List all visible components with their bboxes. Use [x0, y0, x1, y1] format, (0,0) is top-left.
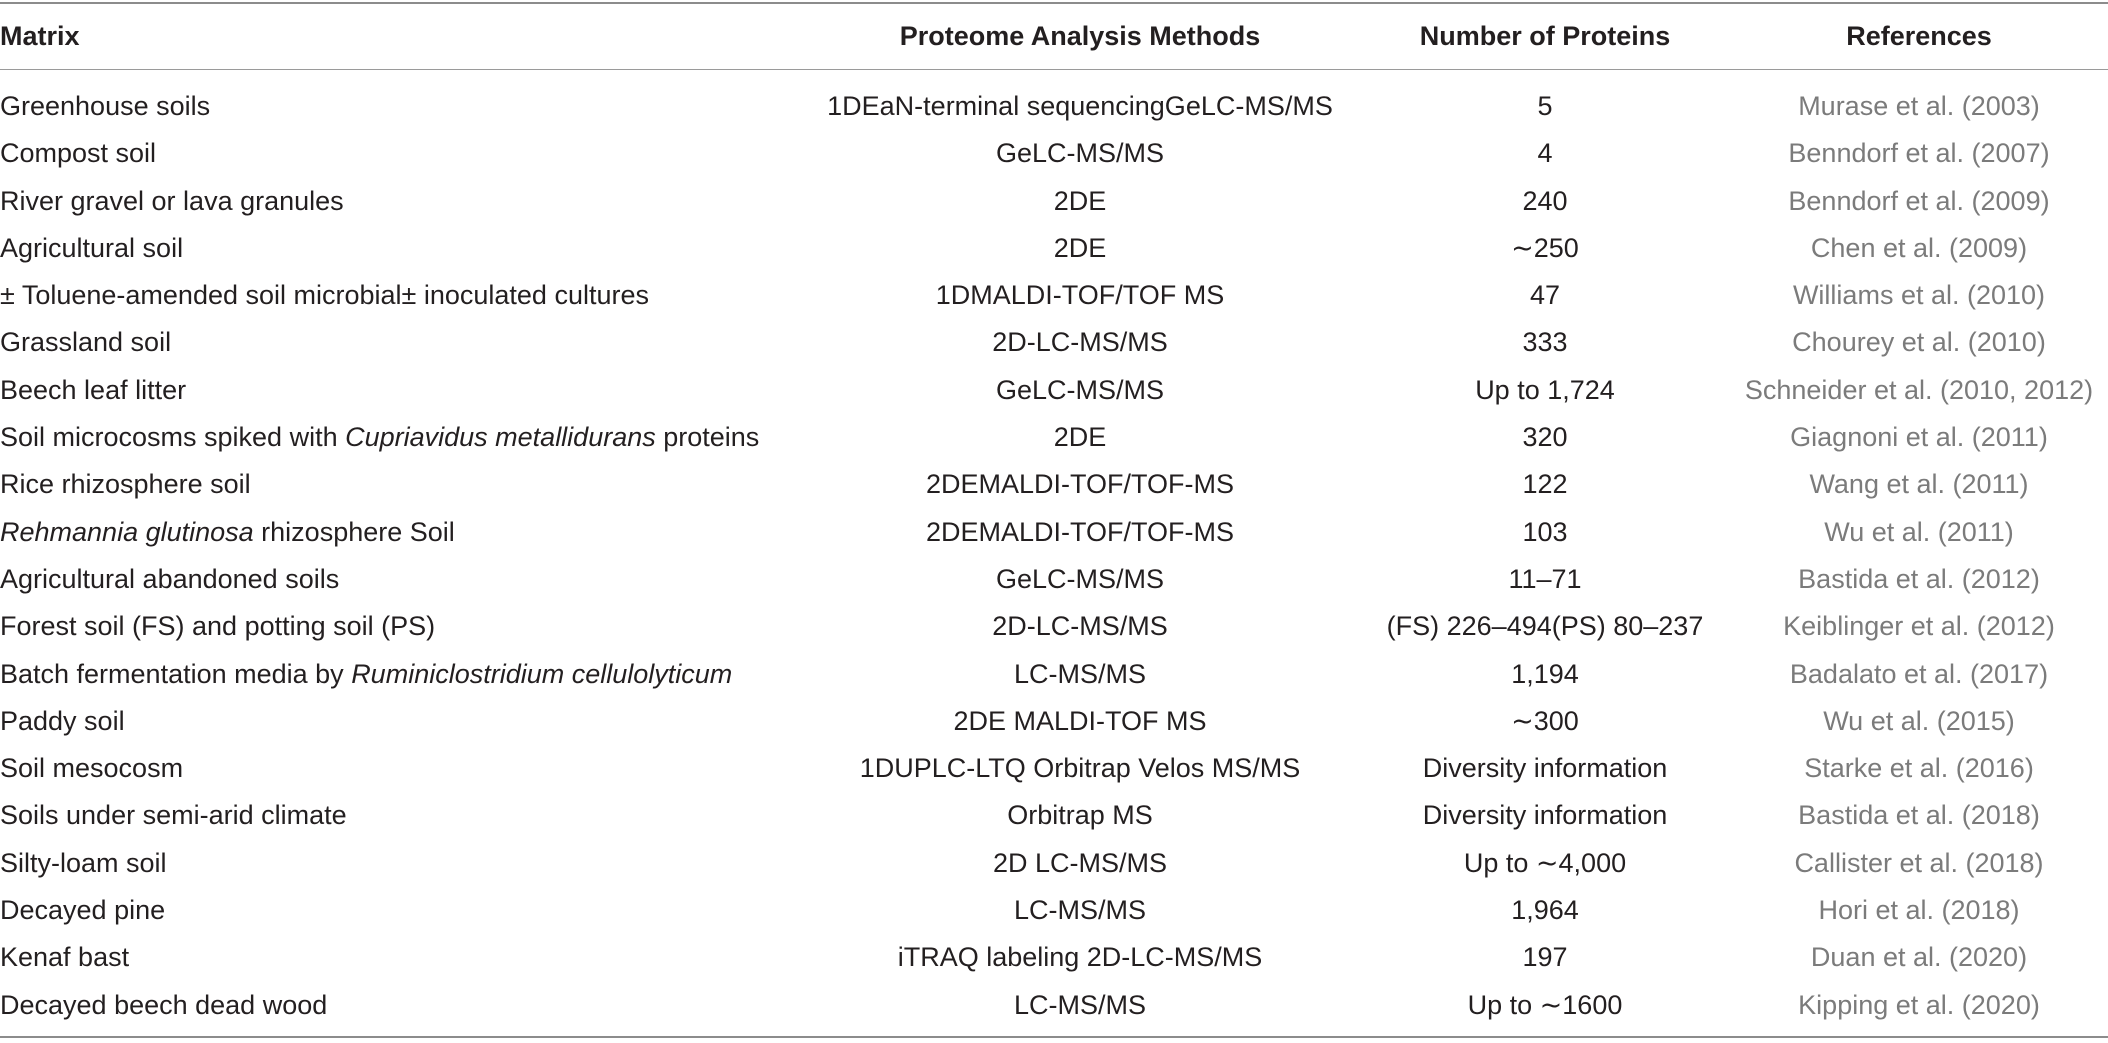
matrix-cell — [0, 130, 840, 177]
reference-link[interactable]: Wu et al. (2011) — [1824, 516, 2014, 547]
table-row — [0, 603, 2108, 650]
table-row — [0, 887, 2108, 934]
table-row — [0, 509, 2108, 556]
method-cell: GeLC-MS/MS — [995, 138, 1165, 169]
method-cell: 1DMALDI-TOF/TOF MS — [935, 280, 1225, 311]
method-cell: LC-MS/MS — [1013, 658, 1146, 689]
matrix-text: Decayed pine — [0, 895, 166, 926]
matrix-cell — [0, 225, 840, 272]
matrix-text: Decayed beech dead wood — [0, 989, 328, 1020]
method-cell: 2DEMALDI-TOF/TOF-MS — [925, 516, 1235, 547]
count-cell: 1,964 — [1511, 895, 1579, 926]
matrix-cell — [0, 414, 840, 461]
method-cell: Orbitrap MS — [1007, 800, 1153, 831]
table-row — [0, 556, 2108, 603]
matrix-cell — [0, 178, 840, 225]
table-row — [0, 461, 2108, 508]
method-cell: 2DE — [1053, 232, 1107, 263]
count-cell: 11–71 — [1508, 563, 1582, 594]
reference-link[interactable]: Wu et al. (2015) — [1823, 705, 2015, 736]
matrix-cell — [0, 461, 840, 508]
header-methods: Proteome Analysis Methods — [899, 21, 1261, 51]
matrix-cell — [0, 272, 840, 319]
header-count: Number of Proteins — [1419, 21, 1671, 51]
matrix-cell — [0, 934, 840, 981]
table-row — [0, 319, 2108, 366]
table-row — [0, 225, 2108, 272]
method-cell: LC-MS/MS — [1013, 895, 1146, 926]
table-row — [0, 982, 2108, 1029]
reference-link[interactable]: Murase et al. (2003) — [1798, 91, 2040, 121]
count-cell: 5 — [1537, 91, 1553, 121]
matrix-text: Silty-loam soil — [0, 847, 167, 878]
count-cell: Up to ∼4,000 — [1463, 847, 1627, 878]
header-references: References — [1846, 21, 1992, 51]
count-cell: 333 — [1522, 327, 1568, 358]
reference-link[interactable]: Keiblinger et al. (2012) — [1783, 611, 2055, 642]
matrix-cell — [0, 698, 840, 745]
matrix-cell — [0, 603, 840, 650]
reference-link[interactable]: Badalato et al. (2017) — [1789, 658, 2049, 689]
reference-link[interactable]: Bastida et al. (2012) — [1798, 563, 2040, 594]
matrix-cell — [0, 982, 840, 1029]
method-cell: GeLC-MS/MS — [995, 563, 1165, 594]
table-header-rule — [0, 69, 2108, 70]
matrix-text: Agricultural abandoned soils — [0, 563, 340, 594]
count-cell: ∼250 — [1511, 232, 1579, 263]
count-cell: 320 — [1522, 422, 1568, 453]
table-row — [0, 792, 2108, 839]
table-row — [0, 745, 2108, 792]
reference-link[interactable]: Wang et al. (2011) — [1809, 469, 2029, 500]
method-cell: 2DEMALDI-TOF/TOF-MS — [925, 469, 1235, 500]
method-cell: 2D-LC-MS/MS — [992, 327, 1168, 358]
count-cell: Up to ∼1600 — [1467, 989, 1623, 1020]
table-bottom-rule — [0, 1036, 2108, 1038]
method-cell: 2DE MALDI-TOF MS — [953, 705, 1207, 736]
method-cell: 2DE — [1053, 185, 1107, 216]
matrix-text: Kenaf bast — [0, 942, 130, 973]
count-cell: (FS) 226–494(PS) 80–237 — [1386, 611, 1704, 642]
table-row — [0, 178, 2108, 225]
count-cell: 197 — [1522, 942, 1568, 973]
matrix-cell — [0, 840, 840, 887]
reference-link[interactable]: Hori et al. (2018) — [1818, 895, 2020, 926]
method-cell: 1DEaN-terminal sequencingGeLC-MS/MS — [827, 91, 1333, 121]
reference-link[interactable]: Duan et al. (2020) — [1810, 942, 2028, 973]
matrix-text: Greenhouse soils — [0, 91, 211, 121]
table-row — [0, 651, 2108, 698]
count-cell: 1,194 — [1511, 658, 1579, 689]
count-cell: Diversity information — [1422, 753, 1668, 784]
method-cell: iTRAQ labeling 2D-LC-MS/MS — [897, 942, 1263, 973]
reference-link[interactable]: Chourey et al. (2010) — [1792, 327, 2046, 358]
method-cell: GeLC-MS/MS — [995, 374, 1165, 405]
method-cell: LC-MS/MS — [1013, 989, 1146, 1020]
table-row — [0, 698, 2108, 745]
count-cell: ∼300 — [1511, 705, 1579, 736]
matrix-text: proteins — [655, 422, 760, 453]
table-row — [0, 83, 2108, 130]
table-row — [0, 934, 2108, 981]
table-row — [0, 272, 2108, 319]
matrix-italic-text: Cupriavidus metallidurans — [345, 422, 656, 453]
matrix-cell — [0, 792, 840, 839]
table-row — [0, 130, 2108, 177]
reference-link[interactable]: Callister et al. (2018) — [1794, 847, 2044, 878]
matrix-text: Rice rhizosphere soil — [0, 469, 251, 500]
reference-link[interactable]: Benndorf et al. (2009) — [1788, 185, 2050, 216]
method-cell: 2DE — [1053, 422, 1107, 453]
matrix-cell — [0, 83, 840, 130]
reference-link[interactable]: Chen et al. (2009) — [1810, 232, 2028, 263]
matrix-italic-text: Ruminiclostridium cellulolyticum — [351, 658, 733, 689]
matrix-italic-text: Rehmannia glutinosa — [0, 516, 254, 547]
matrix-text: Forest soil (FS) and potting soil (PS) — [0, 611, 436, 642]
header-matrix: Matrix — [0, 21, 80, 51]
matrix-text: Soils under semi-arid climate — [0, 800, 347, 831]
matrix-text: Beech leaf litter — [0, 374, 187, 405]
matrix-text: ± Toluene-amended soil microbial± inoculated cultures — [0, 280, 649, 311]
table-row — [0, 367, 2108, 414]
matrix-text: Paddy soil — [0, 705, 125, 736]
count-cell: Diversity information — [1422, 800, 1668, 831]
matrix-cell — [0, 745, 840, 792]
table-row — [0, 840, 2108, 887]
count-cell: 103 — [1522, 516, 1568, 547]
matrix-cell — [0, 887, 840, 934]
method-cell: 1DUPLC-LTQ Orbitrap Velos MS/MS — [859, 753, 1301, 784]
table-body — [0, 83, 2108, 1029]
table-header-row — [0, 4, 2108, 69]
matrix-text: rhizosphere Soil — [253, 516, 455, 547]
reference-link[interactable]: Kipping et al. (2020) — [1798, 989, 2040, 1020]
count-cell: 47 — [1529, 280, 1561, 311]
reference-link[interactable]: Williams et al. (2010) — [1792, 280, 2046, 311]
reference-link[interactable]: Starke et al. (2016) — [1804, 753, 2034, 784]
count-cell: 4 — [1537, 138, 1553, 169]
matrix-cell — [0, 509, 840, 556]
matrix-text: Agricultural soil — [0, 232, 184, 263]
matrix-cell — [0, 367, 840, 414]
matrix-text: Compost soil — [0, 138, 157, 169]
matrix-text: Grassland soil — [0, 327, 172, 358]
table-row — [0, 414, 2108, 461]
matrix-text: River gravel or lava granules — [0, 185, 344, 216]
matrix-text: Batch fermentation media by — [0, 658, 352, 689]
method-cell: 2D LC-MS/MS — [992, 847, 1168, 878]
count-cell: Up to 1,724 — [1475, 374, 1615, 405]
matrix-cell — [0, 556, 840, 603]
method-cell: 2D-LC-MS/MS — [992, 611, 1168, 642]
matrix-cell — [0, 319, 840, 366]
reference-link[interactable]: Benndorf et al. (2007) — [1788, 138, 2050, 169]
count-cell: 122 — [1522, 469, 1568, 500]
reference-link[interactable]: Bastida et al. (2018) — [1798, 800, 2040, 831]
matrix-cell — [0, 651, 840, 698]
matrix-text: Soil mesocosm — [0, 753, 184, 784]
reference-link[interactable]: Schneider et al. (2010, 2012) — [1744, 374, 2094, 405]
count-cell: 240 — [1522, 185, 1568, 216]
matrix-text: Soil microcosms spiked with — [0, 422, 346, 453]
reference-link[interactable]: Giagnoni et al. (2011) — [1790, 422, 2048, 453]
